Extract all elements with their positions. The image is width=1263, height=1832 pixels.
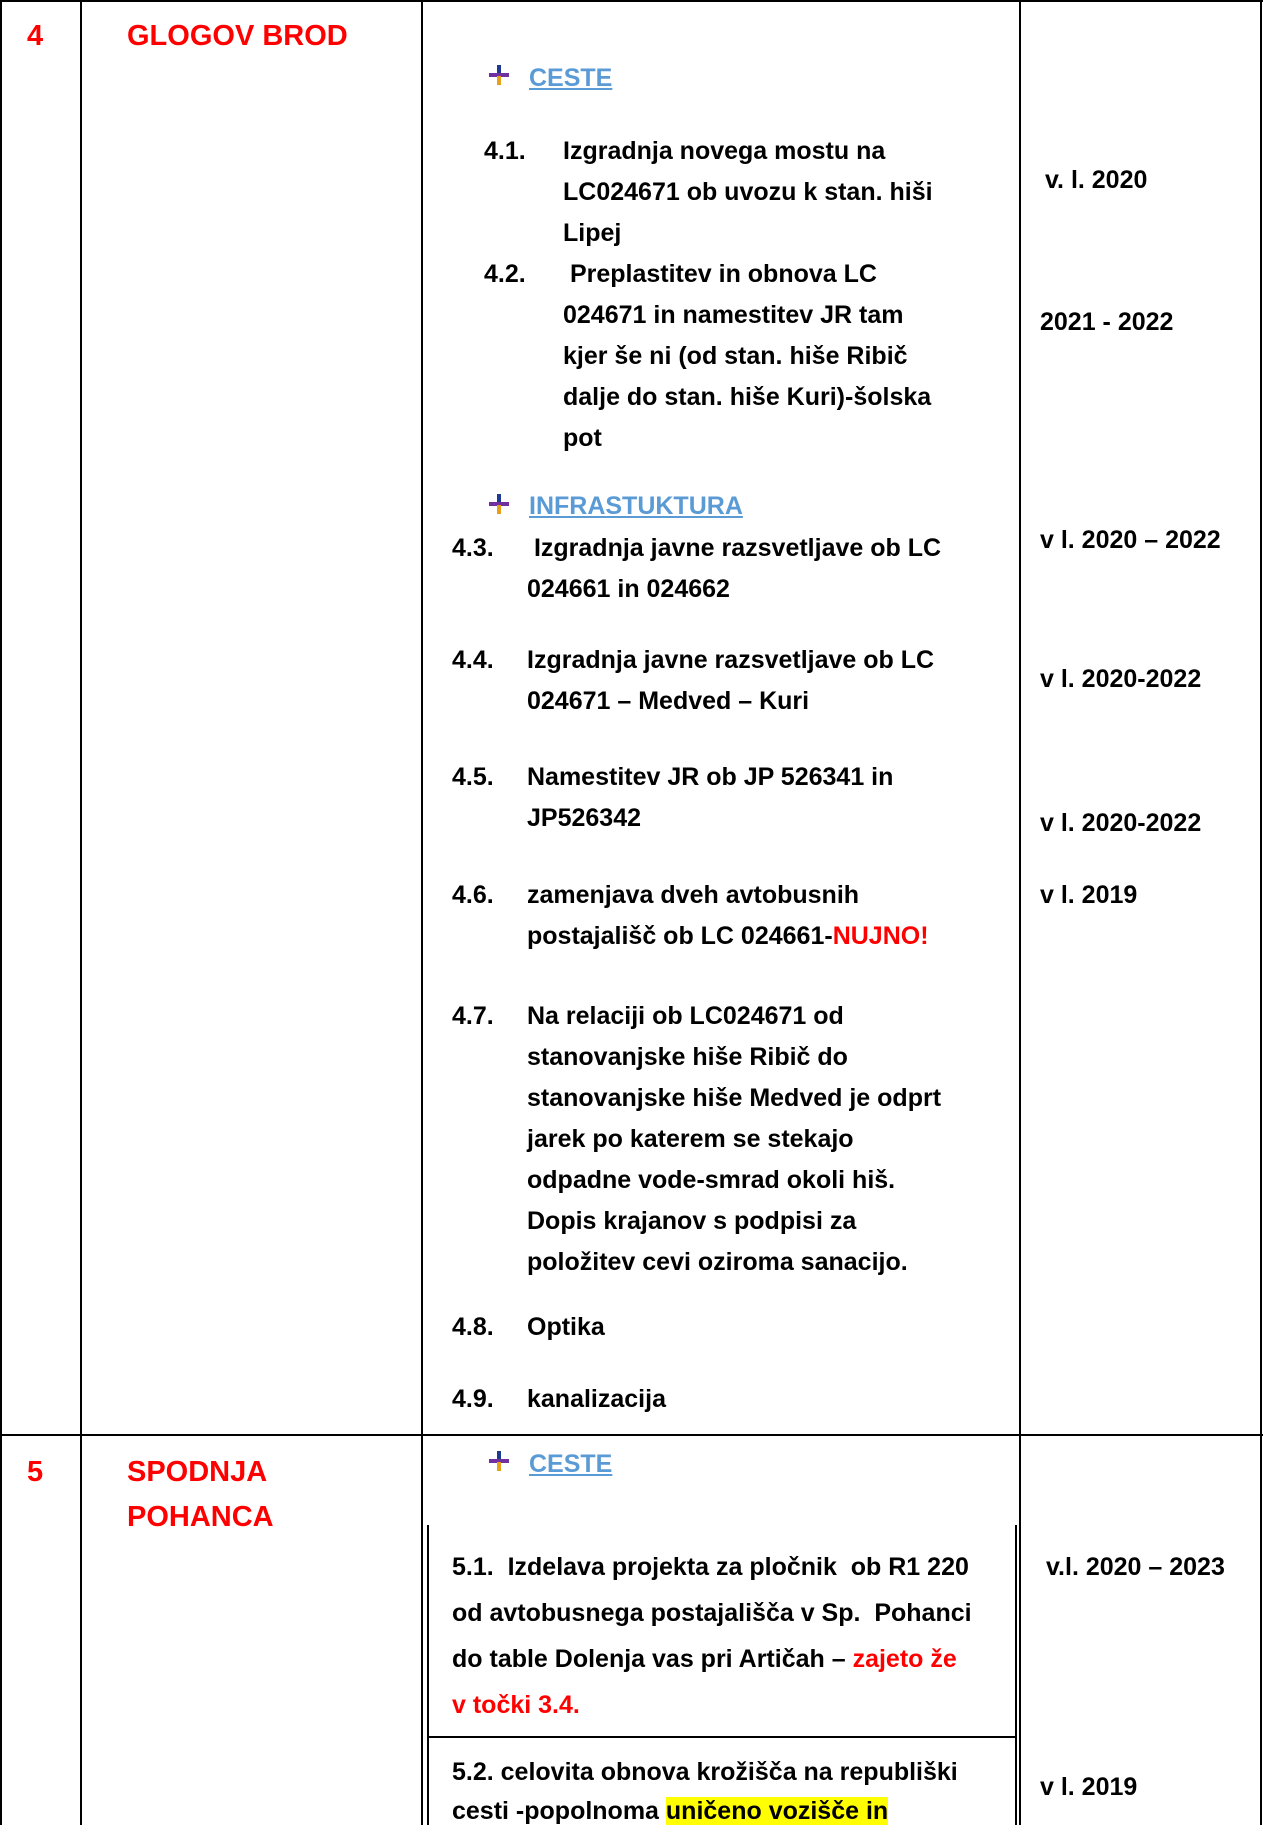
inner-cell-border-right bbox=[1015, 1525, 1017, 1825]
section-heading-infrastructure: INFRASTUKTURA bbox=[529, 492, 743, 520]
note-red: v točki 3.4. bbox=[452, 1691, 580, 1719]
item-date: v. l. 2020 bbox=[1045, 166, 1148, 194]
item-text: Optika bbox=[527, 1313, 605, 1341]
item-text-part: do table Dolenja vas pri Artičah – bbox=[452, 1645, 853, 1673]
item-text: položitev cevi oziroma sanacijo. bbox=[527, 1248, 908, 1276]
item-number: 4.2. bbox=[484, 260, 526, 288]
item-text: Namestitev JR ob JP 526341 in bbox=[527, 763, 894, 791]
section-heading-roads: CESTE bbox=[529, 64, 613, 92]
item-text: 024671 – Medved – Kuri bbox=[527, 687, 810, 715]
item-number: 4.8. bbox=[452, 1313, 494, 1341]
item-text-part: postajališč ob LC 024661- bbox=[527, 922, 833, 950]
item-number: 4.5. bbox=[452, 763, 494, 791]
item-text: Preplastitev in obnova LC bbox=[563, 260, 877, 288]
item-text-part: cesti -popolnoma bbox=[452, 1797, 666, 1825]
arrow-cross-bullet-icon bbox=[487, 63, 511, 87]
item-date: v l. 2020-2022 bbox=[1040, 665, 1202, 693]
item-date: 2021 - 2022 bbox=[1040, 308, 1174, 336]
item-text: stanovanjske hiše Ribič do bbox=[527, 1043, 848, 1071]
item-text: Na relaciji ob LC024671 od bbox=[527, 1002, 844, 1030]
row-number: 4 bbox=[27, 20, 44, 52]
item-text: dalje do stan. hiše Kuri)-šolska bbox=[563, 383, 932, 411]
item-date: v l. 2019 bbox=[1040, 1773, 1138, 1801]
item-text: 024671 in namestitev JR tam bbox=[563, 301, 904, 329]
item-text: kjer še ni (od stan. hiše Ribič bbox=[563, 342, 908, 370]
item-text bbox=[527, 916, 929, 957]
item-text: zamenjava dveh avtobusnih bbox=[527, 881, 860, 909]
table-border-top bbox=[0, 0, 1263, 2]
section-heading-roads: CESTE bbox=[529, 1450, 613, 1478]
item-text: kanalizacija bbox=[527, 1385, 666, 1413]
column-border-right bbox=[1260, 0, 1262, 1825]
inner-cell-divider bbox=[427, 1736, 1017, 1738]
item-date: v l. 2020 – 2022 bbox=[1040, 526, 1221, 554]
item-date: v l. 2019 bbox=[1040, 881, 1138, 909]
item-date: v l. 2020-2022 bbox=[1040, 809, 1202, 837]
item-number: 4.9. bbox=[452, 1385, 494, 1413]
item-text: 5.2. celovita obnova krožišča na republiški bbox=[452, 1758, 958, 1786]
item-number: 4.1. bbox=[484, 137, 526, 165]
item-text: jarek po katerem se stekajo bbox=[527, 1125, 854, 1153]
item-date: v.l. 2020 – 2023 bbox=[1046, 1553, 1225, 1581]
item-text: Izgradnja javne razsvetljave ob LC bbox=[527, 646, 935, 674]
place-name-line: SPODNJA bbox=[127, 1456, 268, 1488]
note-red: zajeto že bbox=[852, 1645, 957, 1673]
item-text: stanovanjske hiše Medved je odprt bbox=[527, 1084, 942, 1112]
column-divider-2 bbox=[421, 0, 423, 1825]
row-number: 5 bbox=[27, 1456, 44, 1488]
row-divider bbox=[0, 1434, 1263, 1436]
item-text: LC024671 ob uvozu k stan. hiši bbox=[563, 178, 933, 206]
item-text: od avtobusnega postajališča v Sp. Pohanci bbox=[452, 1599, 972, 1627]
item-text: 5.1. Izdelava projekta za pločnik ob R1 220 bbox=[452, 1553, 969, 1581]
arrow-cross-bullet-icon bbox=[487, 492, 511, 516]
column-divider-3 bbox=[1019, 0, 1021, 1825]
urgent-label: NUJNO! bbox=[832, 922, 929, 950]
column-divider-1 bbox=[80, 0, 82, 1825]
item-text: Lipej bbox=[563, 219, 622, 247]
item-number: 4.3. bbox=[452, 534, 494, 562]
item-text: pot bbox=[563, 424, 602, 452]
item-number: 4.7. bbox=[452, 1002, 494, 1030]
item-number: 4.6. bbox=[452, 881, 494, 909]
inner-cell-border-left bbox=[427, 1525, 429, 1825]
arrow-cross-bullet-icon bbox=[487, 1449, 511, 1473]
item-text bbox=[452, 1791, 888, 1832]
item-text: JP526342 bbox=[527, 804, 642, 832]
place-name-line: POHANCA bbox=[127, 1501, 274, 1533]
item-text: Izgradnja javne razsvetljave ob LC bbox=[527, 534, 942, 562]
item-text bbox=[452, 1636, 957, 1682]
item-number: 4.4. bbox=[452, 646, 494, 674]
item-text: Dopis krajanov s podpisi za bbox=[527, 1207, 857, 1235]
place-name: GLOGOV BROD bbox=[127, 20, 348, 52]
item-text: 024661 in 024662 bbox=[527, 575, 730, 603]
column-border-left bbox=[0, 0, 2, 1825]
highlighted-text: uničeno vozišče in bbox=[665, 1797, 889, 1825]
item-text: odpadne vode-smrad okoli hiš. bbox=[527, 1166, 896, 1194]
item-text: Izgradnja novega mostu na bbox=[563, 137, 886, 165]
